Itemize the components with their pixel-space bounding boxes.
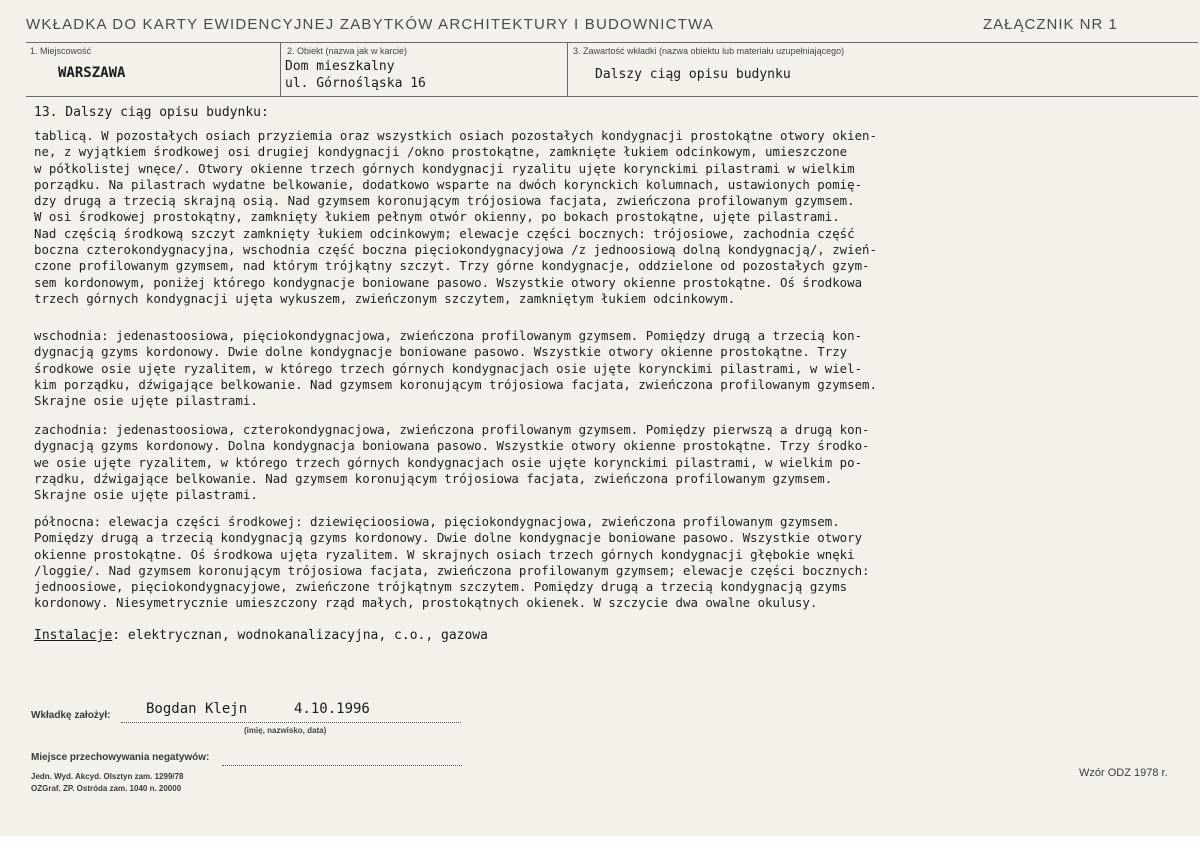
created-by-line xyxy=(121,722,461,723)
description-paragraph-north: północna: elewacja części środkowej: dziewięcioosiowa, pięciokondygnacjowa, zwieńczona profilowanym gzymsem. Pomiędzy drugą a trzecią kondygnacją gzyms kordonowy. Dwie dolne kondygnacje boniowane pasowo. Wszystkie otwory okienne prostokątne. Oś środkowa ujęta ryzalitem. W skrajnych osiach trzech górnych kondygnacji głębokie wnęki /loggie/. Nad gzymsem koronującym trójosiowa facjata, zwieńczona profilowanym gzymsem; elewacje części bocznych: jednoosiowe, pięciokondygnacyjowe, zwieńczone trójkątnym szczytem. Pomiędzy drugą a trzecią kondygnacją gzyms kordonowy. Niesymetrycznie umieszczony rząd małych, prostokątnych okienek. W szczycie dwa owalne okulusy. xyxy=(34,514,870,611)
section-title: 13. Dalszy ciąg opisu budynku: xyxy=(34,105,269,120)
installations-label: Instalacje xyxy=(34,628,113,643)
negatives-location-line xyxy=(222,765,462,766)
annex-number: ZAŁĄCZNIK NR 1 xyxy=(983,16,1118,33)
card-title: WKŁADKA DO KARTY EWIDENCYJNEJ ZABYTKÓW ARCHITEKTURY I BUDOWNICTWA xyxy=(26,16,715,33)
form-pattern: Wzór ODZ 1978 r. xyxy=(1079,767,1168,779)
header-top-rule xyxy=(26,42,1198,43)
content-value: Dalszy ciąg opisu budynku xyxy=(595,67,791,82)
description-paragraph-east: wschodnia: jedenastoosiowa, pięciokondygnacjowa, zwieńczona profilowanym gzymsem. Pomiędzy drugą a trzecią kon- dygnacją gzyms kordonowy. Dwie dolne kondygnacje boniowane pasowo. Wszystkie otwory okienne prostokątne. Trzy środkowe osie ujęte ryzalitem, w którego trzech górnych kondygnacjach osie ujęte korynckimi pilastrami, w wiel- kim porządku, dźwigające belkowanie. Nad gzymsem koronującym trójosiowa facjata, zwieńczona profilowanym gzymsem. Skrajne osie ujęte pilastrami. xyxy=(34,328,877,409)
locality-value: WARSZAWA xyxy=(58,65,126,81)
created-by-name: Bogdan Klejn xyxy=(146,701,248,717)
object-label: 2. Obiekt (nazwa jak w karcie) xyxy=(287,46,408,56)
locality-label: 1. Miejscowość xyxy=(30,46,92,56)
created-date: 4.10.1996 xyxy=(294,701,370,717)
card-edge xyxy=(0,836,1200,849)
printer-note-2: OZGraf. ZP. Ostróda zam. 1040 n. 20000 xyxy=(31,784,182,793)
field-divider-2 xyxy=(567,42,568,96)
description-paragraph-west: zachodnia: jedenastoosiowa, czterokondygnacjowa, zwieńczona profilowanym gzymsem. Pomiędzy pierwszą a drugą kon- dygnacją gzyms kordonowy. Dolna kondygnacja boniowana pasowo. Wszystkie otwory okienne prostokątne. Trzy środko- we osie ujęte ryzalitem, w którego trzech górnych kondygnacjach osie ujęte korynckimi pilastrami, w wielkim po- rządku, dźwigające belkowanie. Nad gzymsem koronującym trójosiowa facjata, zwieńczona profilowanym gzymsem. Skrajne osie ujęte pilastrami. xyxy=(34,422,870,503)
header-bottom-rule xyxy=(26,96,1198,97)
installations-value: : elektrycznan, wodnokanalizacyjna, c.o., gazowa xyxy=(112,628,488,643)
printer-note-1: Jedn. Wyd. Akcyd. Olsztyn zam. 1299/78 xyxy=(31,772,184,781)
description-paragraph-1: tablicą. W pozostałych osiach przyziemia oraz wszystkich osiach pozostałych kondygnacji prostokątne otwory okien- ne, z wyjątkiem środkowej osi drugiej kondygnacji /okno prostokątne, zamknięte łukiem odcinkowym, umieszczone w półkolistej wnęce/. Otwory okienne trzech górnych kondygnacji ryzalitu ujęte korynckimi pilastrami w wielkim porządku. Na pilastrach wydatne belkowanie, dodatkowo wsparte na dwóch korynckich kolumnach, ustawionych pomię- dzy drugą a trzecią skrajną osią. Nad gzymsem koronującym trójosiowa facjata, zwieńczona profilowanym gzymsem. W osi środkowej prostokątny, zamknięty łukiem pełnym otwór okienny, po bokach prostokątne, ujęte pilastrami. Nad częścią środkową szczyt zamknięty łukiem odcinkowym; elewacje części bocznych: trójosiowe, zachodnia część boczna czterokondygnacyjna, wschodnia część boczna pięciokondygnacyjowa /z jednoosiową dolną kondygnacją/, zwień- czone profilowanym gzymsem, nad którym trójkątny szczyt. Trzy górne kondygnacje, oddzielone od pozostałych gzym- sem kordonowym, poniżej którego kondygnacje boniowane pasowo. Wszystkie otwory okienne prostokątne. Oś środkowa trzech górnych kondygnacji ujęta wykuszem, zwieńczonym szczytem, zamkniętym łukiem odcinkowym. xyxy=(34,128,877,306)
installations-line xyxy=(34,628,488,643)
field-divider-1 xyxy=(280,42,281,96)
created-by-label: Wkładkę założył: xyxy=(31,710,111,721)
content-label: 3. Zawartość wkładki (nazwa obiektu lub materiału uzupełniającego) xyxy=(573,46,845,56)
created-by-hint: (imię, nazwisko, data) xyxy=(244,726,327,735)
object-value-line2: ul. Górnośląska 16 xyxy=(285,76,426,91)
negatives-location-label: Miejsce przechowywania negatywów: xyxy=(31,752,210,763)
object-value-line1: Dom mieszkalny xyxy=(285,59,395,74)
